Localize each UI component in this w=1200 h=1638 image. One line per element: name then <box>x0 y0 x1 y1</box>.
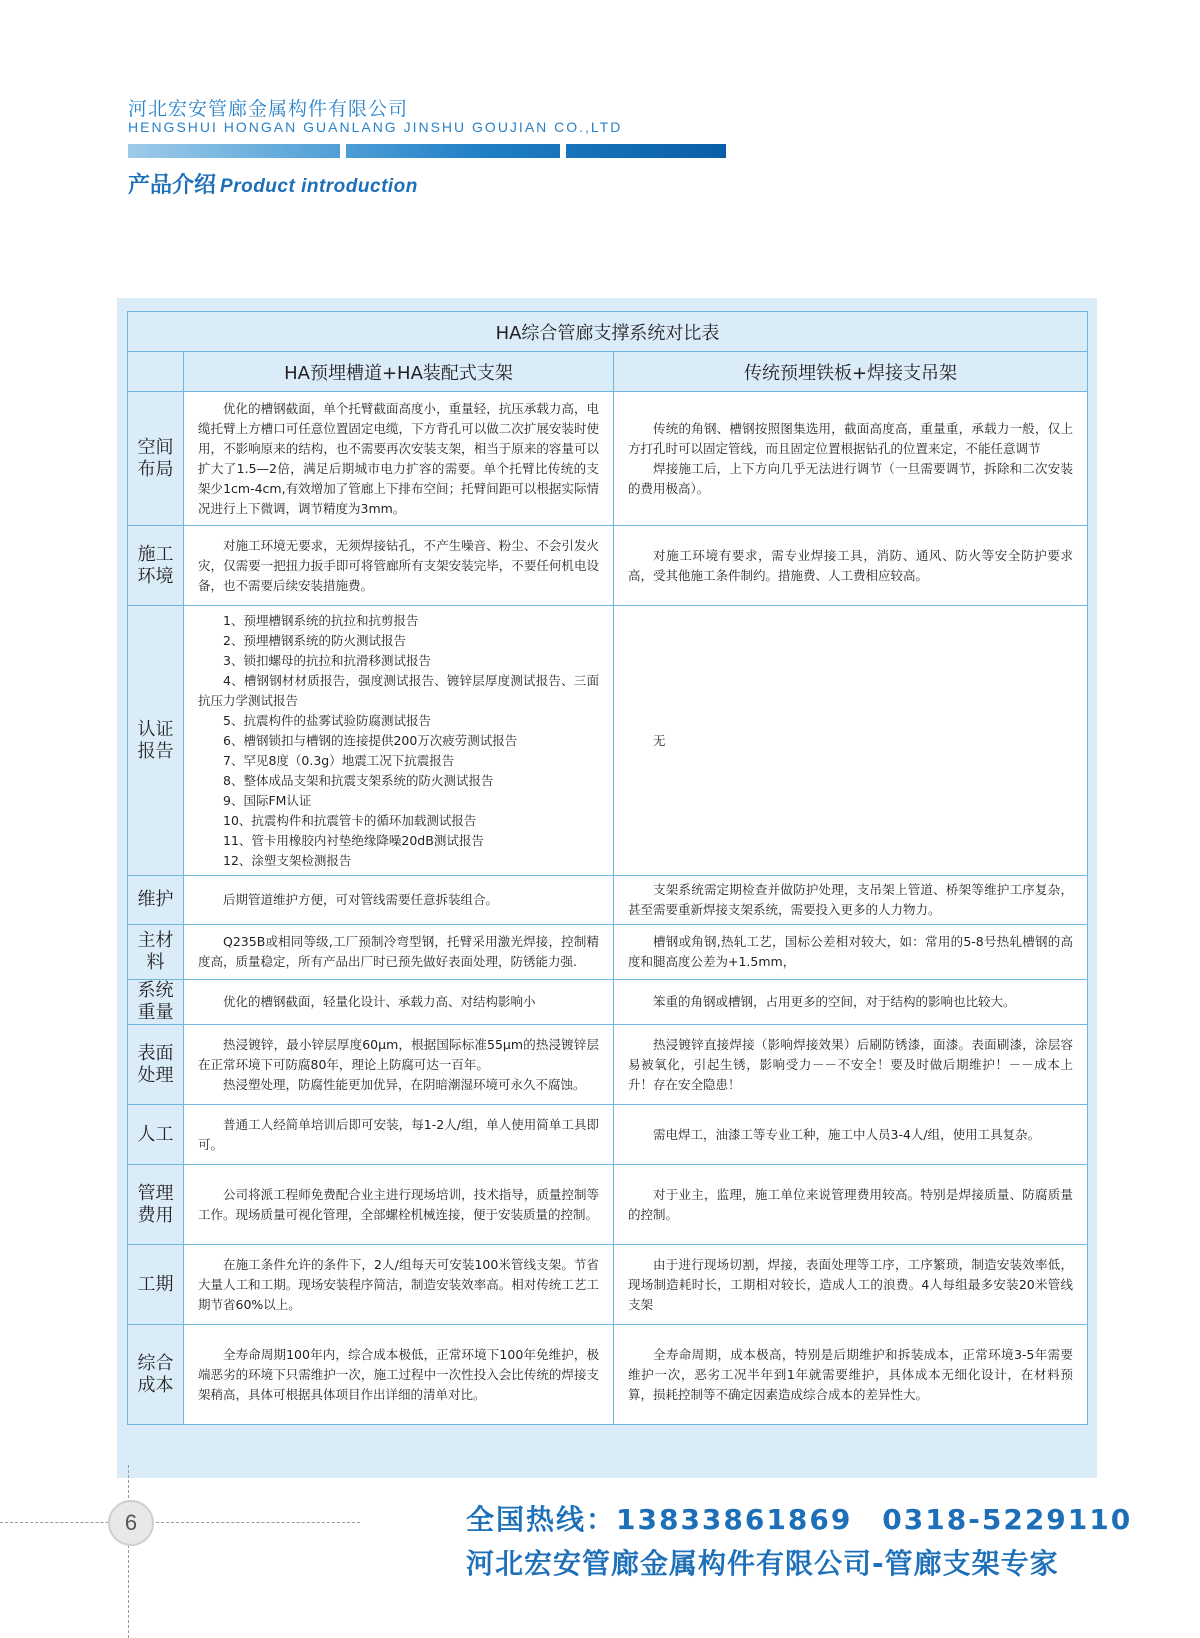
cell-traditional <box>614 1025 1088 1105</box>
row-label: 系统重量 <box>128 980 184 1025</box>
footer-vertical-dashed-line <box>128 1465 129 1638</box>
cell-ha <box>184 1325 614 1425</box>
cell-paragraph: 传统的角钢、槽钢按照图集选用，截面高度高，重量重，承载力一般，仅上方打孔时可以固定管线，而且固定位置根据钻孔的位置来定，不能任意调节 <box>628 420 1074 456</box>
cell-paragraph: 全寿命周期，成本极高，特别是后期维护和拆装成本，正常环境3-5年需要维护一次，恶劣工况半年到1年就需要维护，具体成本无细化设计，在材料预算，损耗控制等不确定因素造成综合成本的差异性大。 <box>628 1346 1074 1402</box>
cell-paragraph: 2、预埋槽钢系统的防火测试报告 <box>223 632 406 648</box>
company-name-en: HENGSHUI HONGAN GUANLANG JINSHU GOUJIAN CO.,LTD <box>128 119 623 135</box>
cell-paragraph: 1、预埋槽钢系统的抗拉和抗剪报告 <box>223 612 419 628</box>
table-row <box>128 1105 1088 1165</box>
row-label: 人工 <box>128 1105 184 1165</box>
table-title: HA综合管廊支撑系统对比表 <box>128 312 1088 352</box>
cell-paragraph: 优化的槽钢截面，单个托臂截面高度小，重量轻，抗压承载力高，电缆托臂上方槽口可任意位置固定电缆，下方背孔可以做二次扩展安装时使用，不影响原来的结构，也不需要再次安装支架，相当于原来的容量可以扩大了1.5—2倍，满足后期城市电力扩容的需要。单个托臂比传统的支架少1cm-4cm,有效增加了管廊上下排布空间；托臂间距可以根据实际情况进行上下微调，调节精度为3mm。 <box>198 400 599 516</box>
row-label: 空间布局 <box>128 392 184 526</box>
table-row <box>128 526 1088 606</box>
header-bar-gap <box>340 144 346 158</box>
footer-dashed-line <box>0 1522 360 1523</box>
cell-traditional <box>614 876 1088 925</box>
cell-paragraph: 8、整体成品支架和抗震支架系统的防火测试报告 <box>223 772 494 788</box>
cell-ha <box>184 876 614 925</box>
table-body <box>128 392 1088 1425</box>
cell-paragraph: 5、抗震构件的盐雾试验防腐测试报告 <box>223 712 431 728</box>
cell-paragraph: 优化的槽钢截面，轻量化设计、承载力高、对结构影响小 <box>223 994 536 1009</box>
cell-paragraph: 公司将派工程师免费配合业主进行现场培训，技术指导，质量控制等工作。现场质量可视化管理，全部螺栓机械连接，便于安装质量的控制。 <box>198 1186 599 1222</box>
table-row <box>128 1245 1088 1325</box>
header-decor-bar <box>128 144 726 158</box>
table-row <box>128 1325 1088 1425</box>
cell-paragraph: 由于进行现场切割，焊接，表面处理等工序，工序繁琐，制造安装效率低，现场制造耗时长，工期相对较长，造成人工的浪费。4人每组最多安装20米管线支架 <box>628 1256 1074 1312</box>
cell-traditional <box>614 1325 1088 1425</box>
cell-paragraph: 槽钢或角钢,热轧工艺，国标公差相对较大，如：常用的5-8号热轧槽钢的高度和腿高度公差为+1.5mm， <box>628 934 1074 969</box>
cell-paragraph: 热浸镀锌直接焊接（影响焊接效果）后刷防锈漆，面漆。表面刷漆，涂层容易被氧化，引起生锈，影响受力－－不安全！要及时做后期维护！－－成本上升！存在安全隐患！ <box>628 1036 1074 1092</box>
cell-traditional <box>614 526 1088 606</box>
cell-traditional <box>614 925 1088 980</box>
comparison-table <box>127 311 1088 1425</box>
cell-traditional <box>614 1245 1088 1325</box>
cell-paragraph: 无 <box>653 732 666 748</box>
cell-paragraph: 支架系统需定期检查并做防护处理，支吊架上管道、桥架等维护工序复杂，甚至需要重新焊接支架系统，需要投入更多的人力物力。 <box>628 882 1074 917</box>
cell-ha <box>184 925 614 980</box>
cell-paragraph: 12、涂塑支架检测报告 <box>223 852 352 868</box>
row-label: 表面处理 <box>128 1025 184 1105</box>
row-label: 施工环境 <box>128 526 184 606</box>
table-corner <box>128 352 184 392</box>
cell-traditional <box>614 606 1088 876</box>
cell-paragraph: 需电焊工，油漆工等专业工种，施工中人员3-4人/组，使用工具复杂。 <box>653 1126 1041 1142</box>
cell-ha <box>184 606 614 876</box>
cell-paragraph: 7、罕见8度（0.3g）地震工况下抗震报告 <box>223 752 455 768</box>
company-name-cn: 河北宏安管廊金属构件有限公司 <box>128 98 409 120</box>
table-row <box>128 392 1088 526</box>
page-number: 6 <box>108 1500 154 1546</box>
cell-paragraph: 4、槽钢钢材材质报告，强度测试报告、镀锌层厚度测试报告、三面抗压力学测试报告 <box>198 672 599 708</box>
cell-ha <box>184 1105 614 1165</box>
table-row <box>128 1025 1088 1105</box>
cell-paragraph: 在施工条件允许的条件下，2人/组每天可安装100米管线支架。节省大量人工和工期。现场安装程序简洁，制造安装效率高。相对传统工艺工期节省60%以上。 <box>198 1256 599 1312</box>
cell-paragraph: 焊接施工后，上下方向几乎无法进行调节（一旦需要调节，拆除和二次安装的费用极高）。 <box>628 460 1074 496</box>
table-row <box>128 606 1088 876</box>
row-label: 主材料 <box>128 925 184 980</box>
cell-paragraph: 后期管道维护方便，可对管线需要任意拆装组合。 <box>223 892 499 907</box>
row-label: 管理费用 <box>128 1165 184 1245</box>
section-title <box>128 168 418 199</box>
cell-paragraph: 热浸塑处理，防腐性能更加优异，在阴暗潮湿环境可永久不腐蚀。 <box>223 1076 586 1092</box>
cell-paragraph: 3、锁扣螺母的抗拉和抗滑移测试报告 <box>223 652 431 668</box>
cell-paragraph: 10、抗震构件和抗震管卡的循环加载测试报告 <box>223 812 477 828</box>
cell-traditional <box>614 1105 1088 1165</box>
cell-paragraph: 热浸镀锌，最小锌层厚度60μm，根据国际标准55μm的热浸镀锌层在正常环境下可防腐80年，理论上防腐可达一百年。 <box>198 1036 599 1072</box>
cell-ha <box>184 1165 614 1245</box>
section-title-cn: 产品介绍 <box>128 173 217 198</box>
comparison-panel <box>117 298 1097 1478</box>
row-label: 维护 <box>128 876 184 925</box>
table-row <box>128 980 1088 1025</box>
cell-paragraph: 对施工环境有要求，需专业焊接工具，消防、通风、防火等安全防护要求高，受其他施工条件制约。措施费、人工费相应较高。 <box>628 547 1074 583</box>
cell-paragraph: 9、国际FM认证 <box>223 792 312 808</box>
cell-paragraph: Q235B或相同等级,工厂预制冷弯型钢，托臂采用激光焊接，控制精度高，质量稳定，所有产品出厂时已预先做好表面处理，防锈能力强. <box>198 934 599 969</box>
cell-ha <box>184 392 614 526</box>
cell-traditional <box>614 1165 1088 1245</box>
cell-paragraph: 11、管卡用橡胶内衬垫绝缘降噪20dB测试报告 <box>223 832 484 848</box>
cell-ha <box>184 526 614 606</box>
cell-paragraph: 笨重的角钢或槽钢，占用更多的空间，对于结构的影响也比较大。 <box>653 994 1016 1009</box>
cell-ha <box>184 1245 614 1325</box>
table-row <box>128 1165 1088 1245</box>
row-label: 工期 <box>128 1245 184 1325</box>
cell-paragraph: 普通工人经简单培训后即可安装，每1-2人/组，单人使用简单工具即可。 <box>198 1116 599 1152</box>
slogan-text: 河北宏安管廊金属构件有限公司-管廊支架专家 <box>466 1547 1059 1580</box>
cell-paragraph: 对施工环境无要求，无须焊接钻孔，不产生噪音、粉尘、不会引发火灾，仅需要一把扭力扳手即可将管廊所有支架安装完毕，不要任何机电设备，也不需要后续安装措施费。 <box>198 537 599 593</box>
hotline-text: 全国热线：13833861869 0318-5229110 <box>466 1503 1133 1536</box>
cell-ha <box>184 1025 614 1105</box>
column-header-traditional: 传统预埋铁板+焊接支吊架 <box>614 352 1088 392</box>
cell-ha <box>184 980 614 1025</box>
row-label: 综合成本 <box>128 1325 184 1425</box>
cell-paragraph: 6、槽钢锁扣与槽钢的连接提供200万次疲劳测试报告 <box>223 732 518 748</box>
table-row <box>128 876 1088 925</box>
section-title-en: Product introduction <box>220 176 418 197</box>
cell-paragraph: 全寿命周期100年内，综合成本极低，正常环境下100年免维护，极端恶劣的环境下只需维护一次，施工过程中一次性投入会比传统的焊接支架稍高，具体可根据具体项目作出详细的清单对比。 <box>198 1346 599 1402</box>
table-row <box>128 925 1088 980</box>
row-label: 认证报告 <box>128 606 184 876</box>
cell-traditional <box>614 392 1088 526</box>
cell-traditional <box>614 980 1088 1025</box>
header-bar-gap <box>560 144 566 158</box>
column-header-ha: HA预埋槽道+HA装配式支架 <box>184 352 614 392</box>
cell-paragraph: 对于业主，监理，施工单位来说管理费用较高。特别是焊接质量、防腐质量的控制。 <box>628 1186 1074 1222</box>
